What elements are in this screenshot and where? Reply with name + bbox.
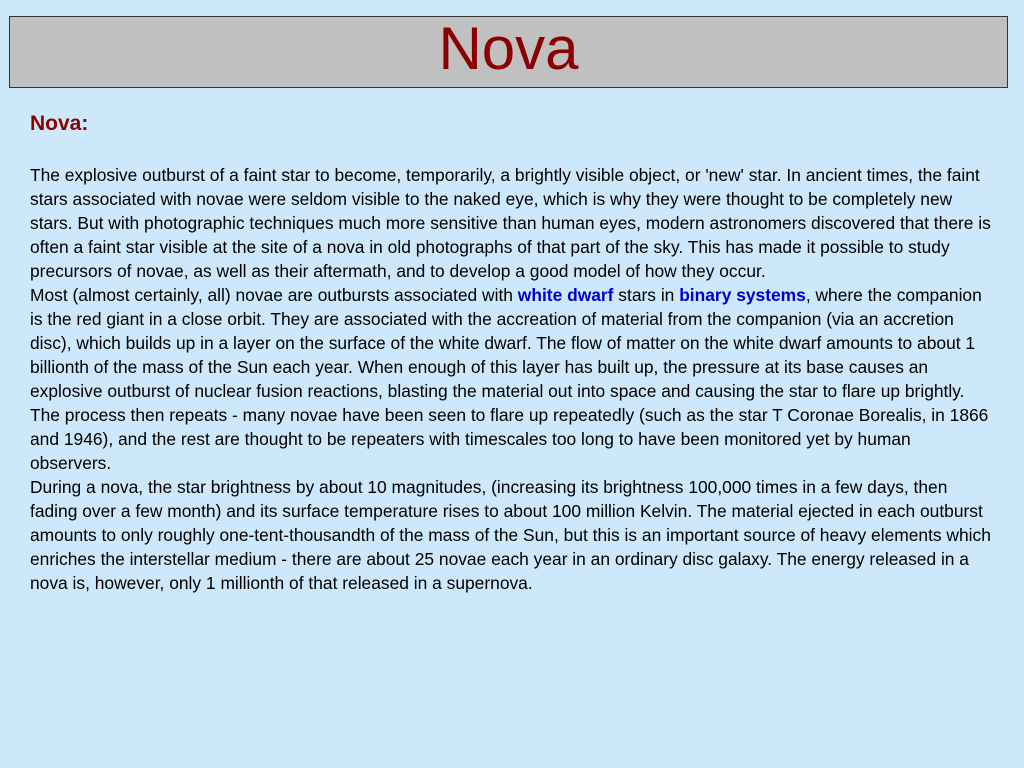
body-text: [30, 163, 996, 595]
paragraph-text: , where the companion is the red giant in a close orbit. They are associated with the accreation of material from the companion (via an accretion disc), which builds up in a layer on the surface of the white dwarf. The flow of matter on the white dwarf amounts to about 1 billionth of the mass of the Sun each year. When enough of this layer has built up, the pressure at its base causes an explosive outburst of nuclear fusion reactions, blasting the material out into space and causing the star to flare up brightly. The process then repeats - many novae have been seen to flare up repeatedly (such as the star T Coronae Borealis, in 1866 and 1946), and the rest are thought to be repeaters with timescales too long to have been monitored yet by human observers.: [30, 285, 989, 473]
slide-content: [30, 110, 996, 595]
paragraph-intro: The explosive outburst of a faint star to become, temporarily, a brightly visible object, or 'new' star. In ancient times, the faint stars associated with novae were seldom visible to the naked eye, which is why they were thought to be completely new stars. But with photographic techniques much more sensitive than human eyes, modern astronomers discovered that there is often a faint star visible at the site of a nova in old photographs of that part of the sky. This has made it possible to study precursors of novae, as well as their aftermath, and to develop a good model of how they occur.: [30, 165, 991, 281]
section-heading: Nova:: [30, 112, 89, 135]
binary-systems-link[interactable]: binary systems: [679, 285, 806, 305]
slide-title: Nova: [438, 15, 579, 82]
paragraph-text: Most (almost certainly, all) novae are outbursts associated with: [30, 285, 518, 305]
white-dwarf-link[interactable]: white dwarf: [517, 285, 614, 305]
paragraph-brightness: During a nova, the star brightness by about 10 magnitudes, (increasing its brightness 100,000 times in a few days, then fading over a few month) and its surface temperature rises to about 100 million Kelvin. The material ejected in each outburst amounts to only roughly one-tent-thousandth of the mass of the Sun, but this is an important source of heavy elements which enriches the interstellar medium - there are about 25 novae each year in an ordinary disc galaxy. The energy released in a nova is, however, only 1 millionth of that released in a supernova.: [30, 477, 991, 593]
paragraph-text: stars in: [613, 285, 680, 305]
title-bar: [9, 16, 1008, 88]
paragraph-binary-systems: [30, 283, 996, 475]
